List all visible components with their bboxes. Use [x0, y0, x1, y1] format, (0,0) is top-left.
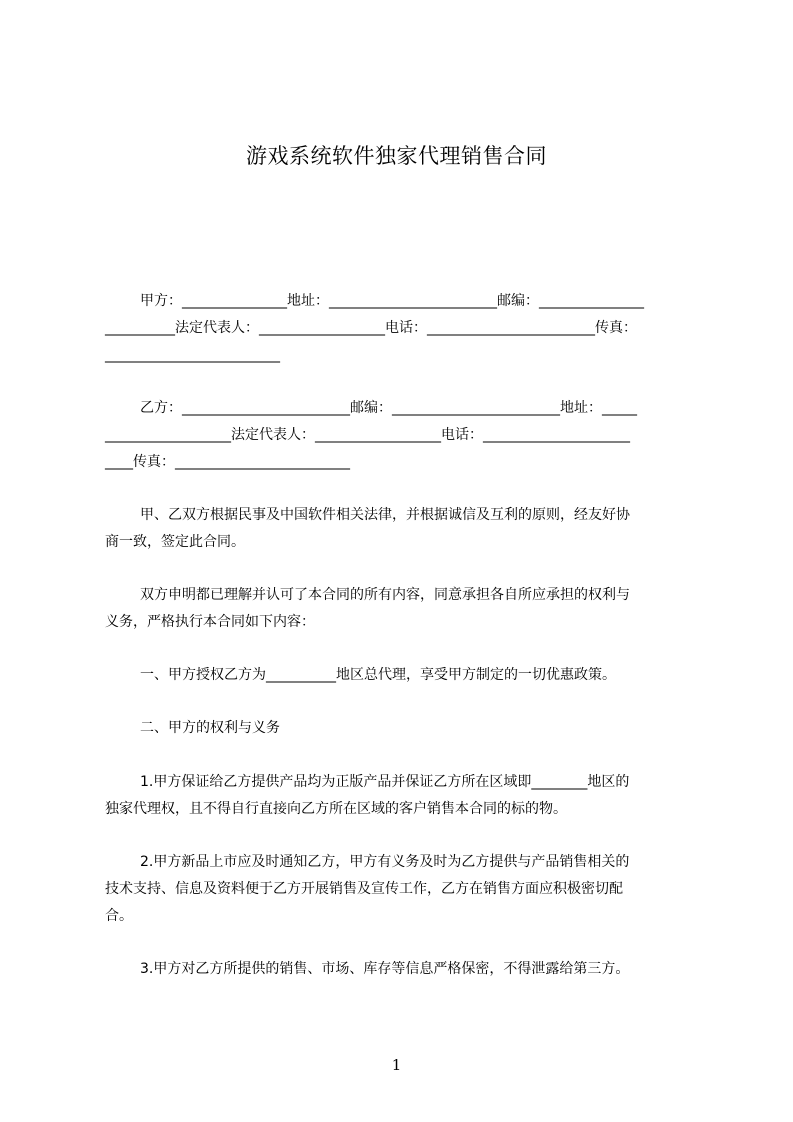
item-2-line-1: 2.甲方新品上市应及时通知乙方，甲方有义务及时为乙方提供与产品销售相关的 — [140, 854, 630, 870]
party-a-line-2: __________法定代表人：__________________电话：________________________传真： — [105, 320, 637, 336]
item-2-line-3: 合。 — [105, 908, 133, 924]
item-1-line-1: 1.甲方保证给乙方提供产品均为正版产品并保证乙方所在区域即________地区的 — [140, 774, 630, 790]
item-1-line-2: 独家代理权，且不得自行直接向乙方所在区域的客户销售本合同的标的物。 — [105, 801, 567, 817]
party-a-line-3: _________________________ — [105, 347, 280, 363]
clause-2-heading: 二、甲方的权利与义务 — [140, 720, 280, 736]
clause-1: 一、甲方授权乙方为__________地区总代理，享受甲方制定的一切优惠政策。 — [140, 667, 616, 683]
party-b-line-2: __________________法定代表人：__________________电话：_____________________ — [105, 427, 630, 443]
statement-line-2: 义务，严格执行本合同如下内容： — [105, 614, 315, 630]
party-a-line-1: 甲方：_______________地址：________________________邮编：_______________ — [140, 293, 644, 309]
document-title: 游戏系统软件独家代理销售合同 — [246, 144, 547, 168]
party-b-line-3: ____传真：_________________________ — [105, 454, 350, 470]
statement-line-1: 双方申明都已理解并认可了本合同的所有内容，同意承担各自所应承担的权利与 — [140, 587, 630, 603]
intro-line-2: 商一致，签定此合同。 — [105, 534, 245, 550]
item-3: 3.甲方对乙方所提供的销售、市场、库存等信息严格保密，不得泄露给第三方。 — [140, 961, 630, 977]
party-b-line-1: 乙方：________________________邮编：________________________地址：_____ — [140, 400, 637, 416]
intro-line-1: 甲、乙双方根据民事及中国软件相关法律，并根据诚信及互利的原则，经友好协 — [140, 507, 630, 523]
page-number: 1 — [391, 1056, 402, 1074]
item-2-line-2: 技术支持、信息及资料便于乙方开展销售及宣传工作，乙方在销售方面应积极密切配 — [105, 881, 623, 897]
